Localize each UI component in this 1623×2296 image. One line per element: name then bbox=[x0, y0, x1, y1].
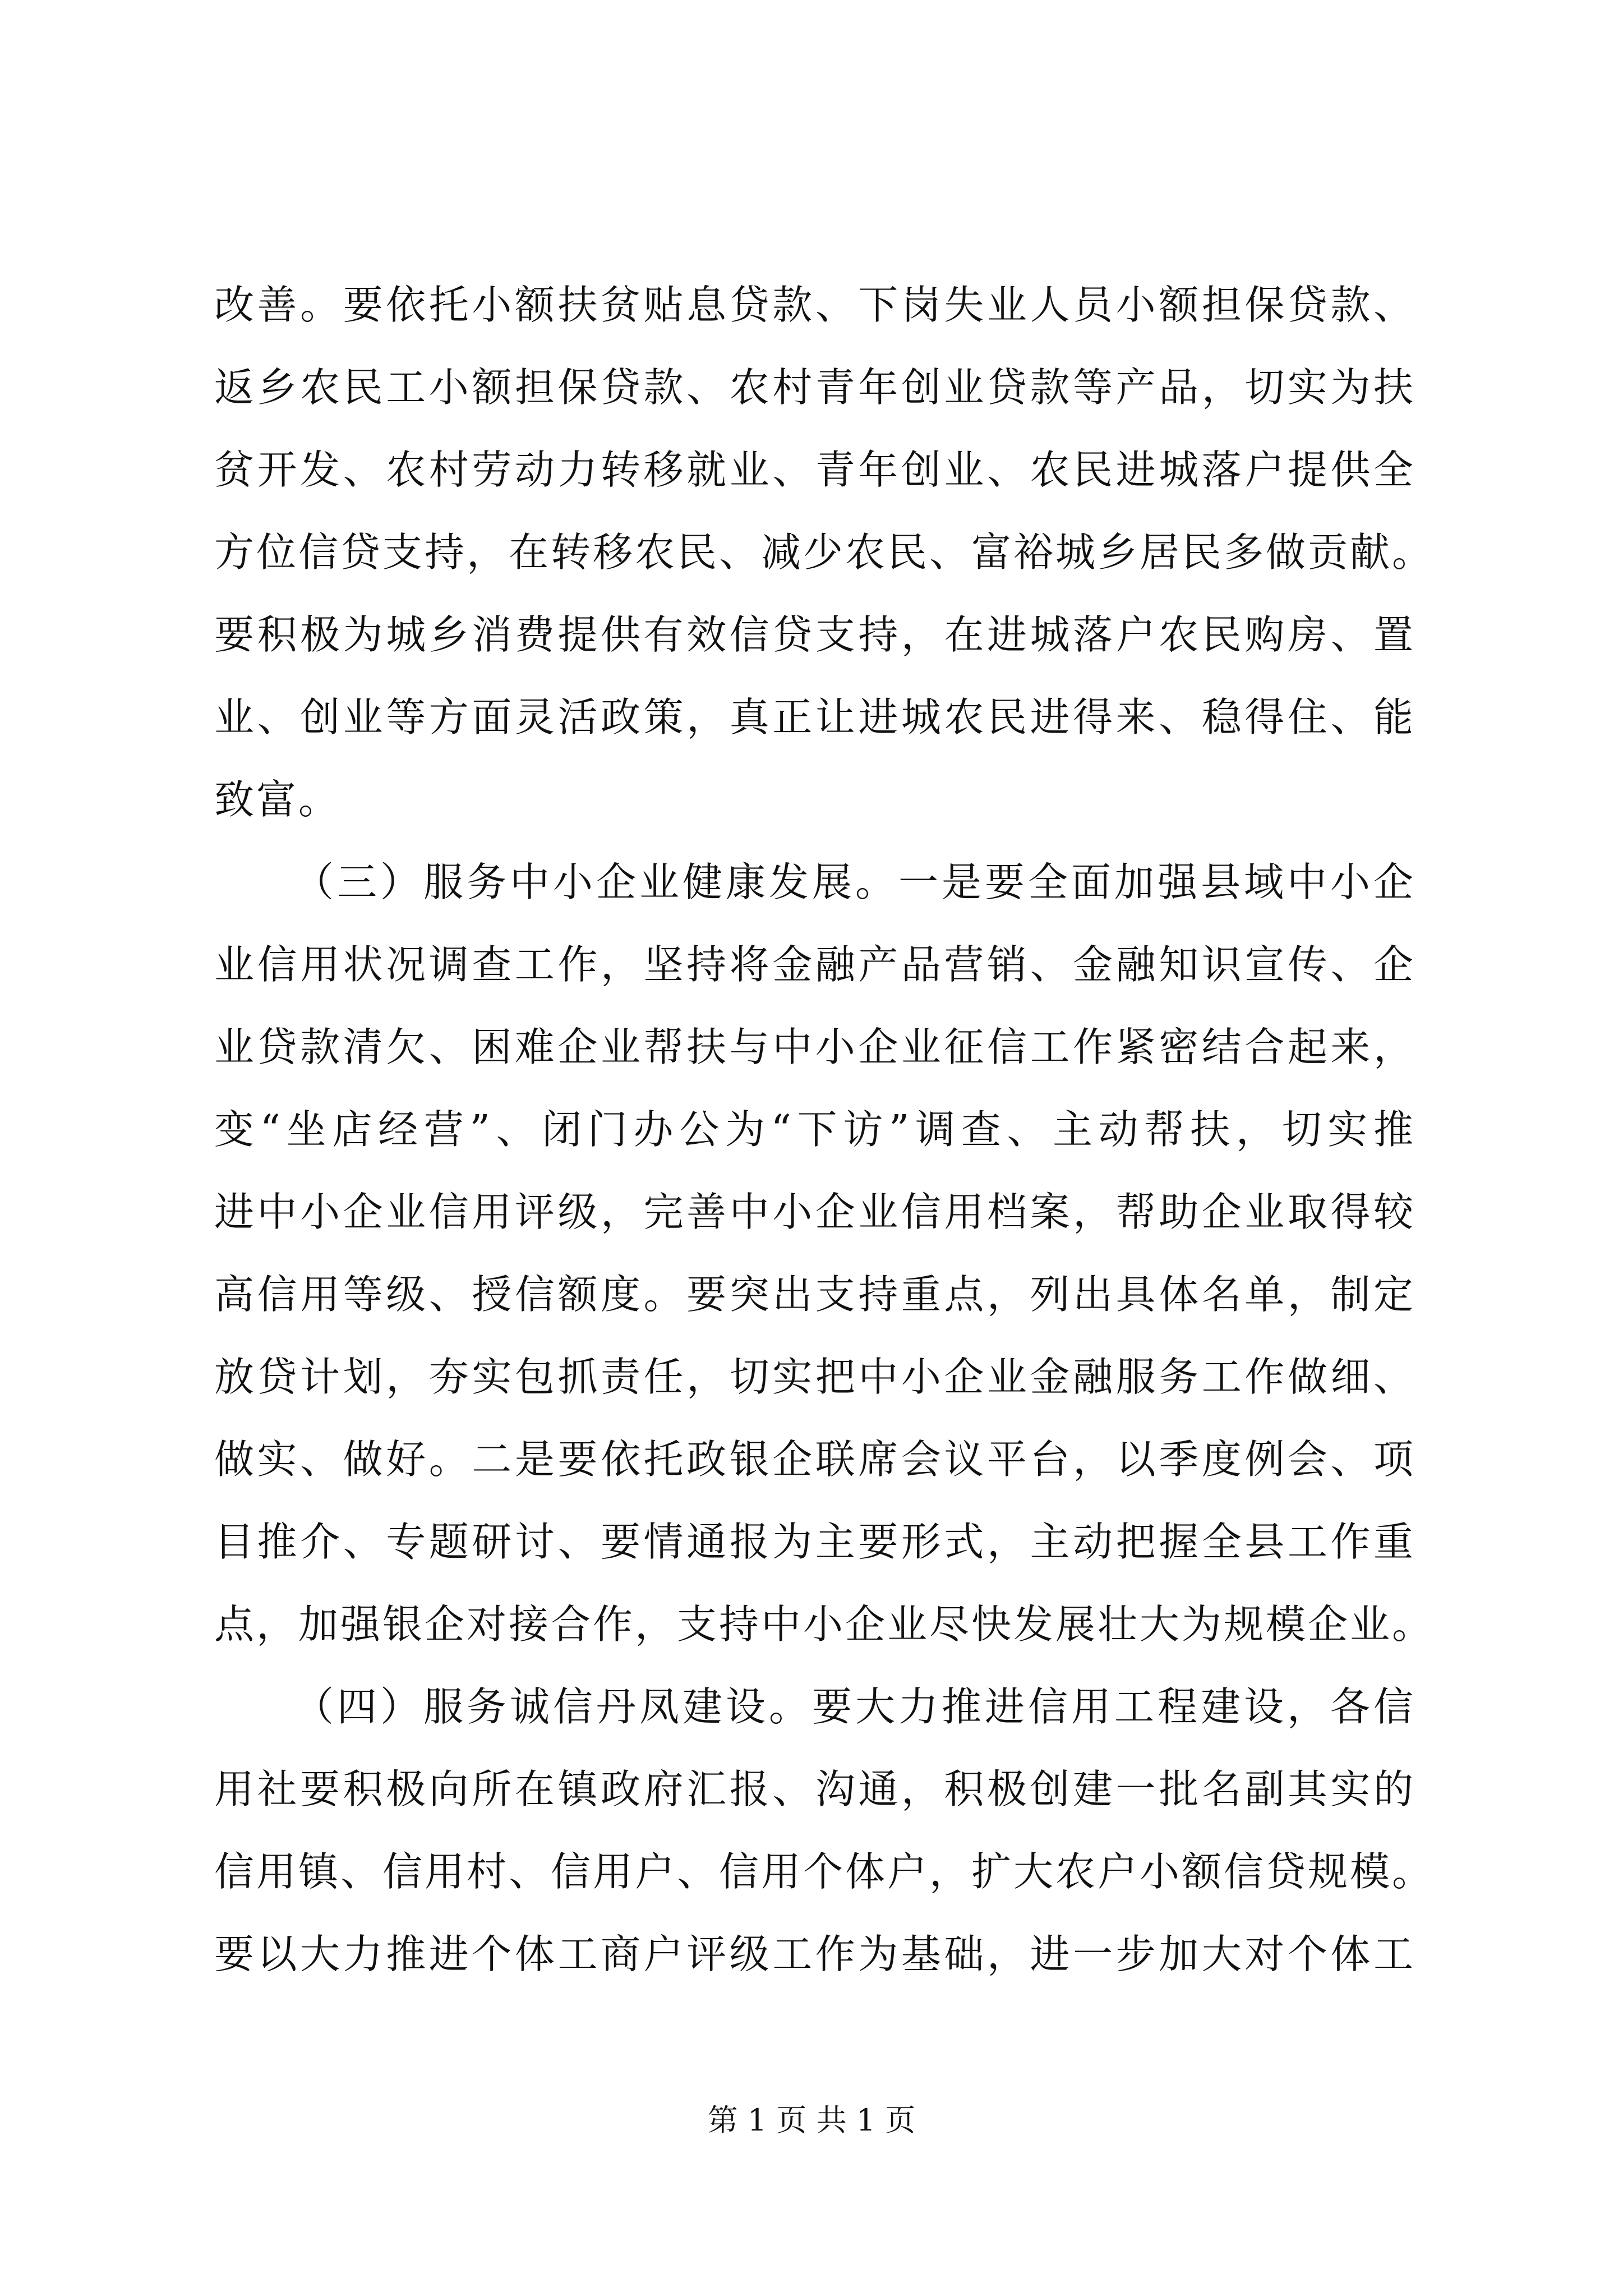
text-line: 业信用状况调查工作，坚持将金融产品营销、金融知识宣传、企 bbox=[214, 941, 1415, 988]
text-line: 贫开发、农村劳动力转移就业、青年创业、农民进城落户提供全 bbox=[214, 447, 1415, 493]
paragraph-heading-line: （四）服务诚信丹凤建设。要大力推进信用工程建设，各信 bbox=[294, 1683, 1415, 1730]
text-line: 点，加强银企对接合作，支持中小企业尽快发展壮大为规模企业。 bbox=[214, 1601, 1435, 1648]
text-line: 要积极为城乡消费提供有效信贷支持，在进城落户农民购房、置 bbox=[214, 611, 1415, 658]
text-line: 致富。 bbox=[214, 776, 341, 823]
text-line: 信用镇、信用村、信用户、信用个体户，扩大农户小额信贷规模。 bbox=[214, 1848, 1435, 1895]
text-line: 做实、做好。二是要依托政银企联席会议平台，以季度例会、项 bbox=[214, 1436, 1415, 1483]
text-line: 进中小企业信用评级，完善中小企业信用档案，帮助企业取得较 bbox=[214, 1189, 1415, 1235]
text-line: 业、创业等方面灵活政策，真正让进城农民进得来、稳得住、能 bbox=[214, 694, 1415, 740]
text-line: 要以大力推进个体工商户评级工作为基础，进一步加大对个体工 bbox=[214, 1931, 1415, 1977]
text-line: 高信用等级、授信额度。要突出支持重点，列出具体名单，制定 bbox=[214, 1271, 1415, 1318]
text-line: 变“坐店经营”、闭门办公为“下访”调查、主动帮扶，切实推 bbox=[214, 1106, 1415, 1153]
text-line: 改善。要依托小额扶贫贴息贷款、下岗失业人员小额担保贷款、 bbox=[214, 282, 1415, 328]
paragraph-heading-line: （三）服务中小企业健康发展。一是要全面加强县域中小企 bbox=[294, 859, 1415, 905]
text-line: 返乡农民工小额担保贷款、农村青年创业贷款等产品，切实为扶 bbox=[214, 364, 1415, 411]
text-line: 业贷款清欠、困难企业帮扶与中小企业征信工作紧密结合起来， bbox=[214, 1024, 1415, 1070]
text-line: 用社要积极向所在镇政府汇报、沟通，积极创建一批名副其实的 bbox=[214, 1766, 1415, 1812]
text-line: 目推介、专题研讨、要情通报为主要形式，主动把握全县工作重 bbox=[214, 1519, 1415, 1565]
text-line: 方位信贷支持，在转移农民、减少农民、富裕城乡居民多做贡献。 bbox=[214, 529, 1435, 576]
page-number-footer: 第 1 页 共 1 页 bbox=[707, 2102, 916, 2138]
text-line: 放贷计划，夯实包抓责任，切实把中小企业金融服务工作做细、 bbox=[214, 1354, 1415, 1400]
document-body bbox=[214, 264, 1435, 1995]
